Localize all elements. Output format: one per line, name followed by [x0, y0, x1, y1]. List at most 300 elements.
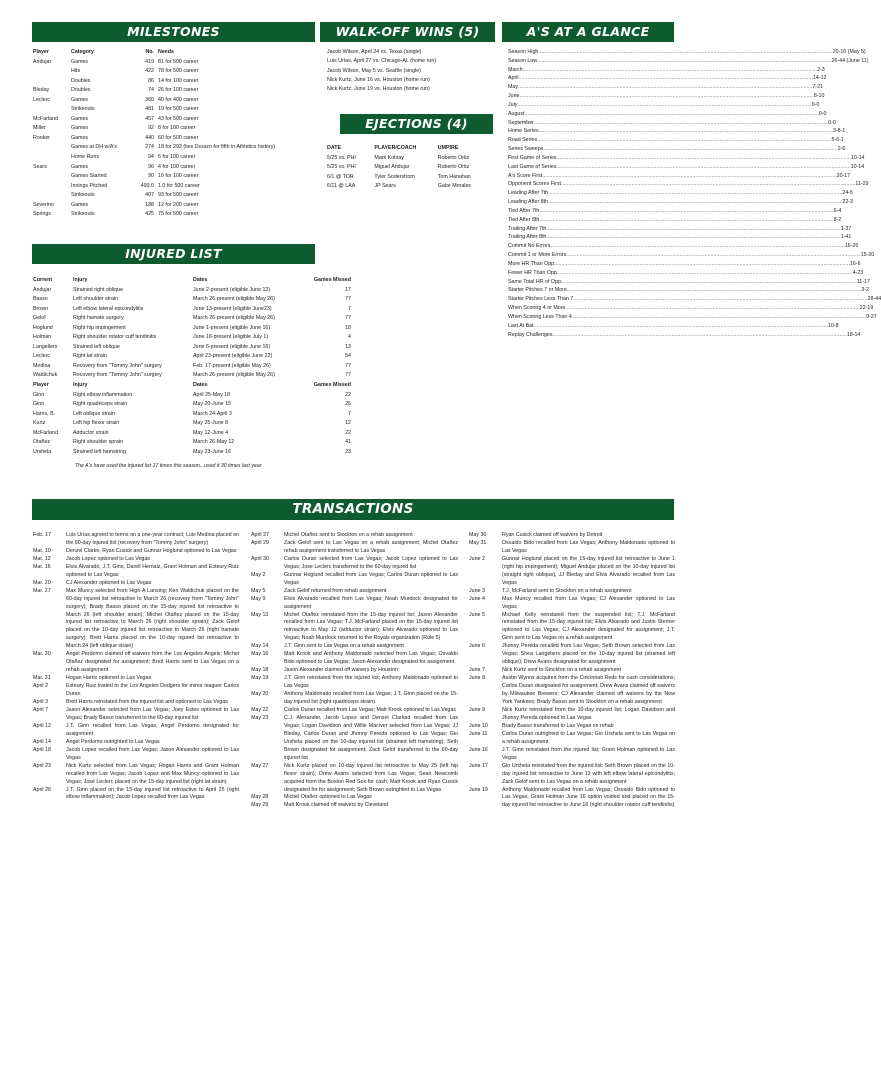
injured-past-row: [33, 400, 351, 410]
leader-dots: ........................................................................................................................................................................................................: [556, 163, 851, 170]
transaction-date: April 2: [33, 683, 49, 690]
milestones-cell: Games: [71, 96, 89, 103]
transaction-date: June 2: [469, 555, 485, 562]
transaction-text: Michel Otañez optioned to Las Vegas: [284, 794, 372, 801]
milestones-cell: [33, 77, 71, 87]
transaction-date: April 12: [33, 722, 51, 729]
transaction-text: Jason Alexander claimed off waivers by Houston: [284, 667, 398, 674]
transaction-entry: [33, 675, 239, 683]
glance-value: 0-0: [818, 110, 827, 117]
transaction-entry: [33, 588, 239, 652]
transaction-text: Matt Krook claimed off waivers by Cleveland: [284, 802, 389, 809]
glance-value: 28-44: [867, 296, 881, 303]
milestones-row: [33, 58, 318, 68]
transaction-entry: [469, 675, 675, 707]
injured-current-row: [33, 324, 351, 334]
transaction-date: June 4: [469, 595, 485, 602]
glance-label: Season Low: [508, 57, 538, 64]
glance-row: [508, 127, 846, 136]
transaction-date: April 7: [33, 706, 49, 713]
injured-cell: Right hamate surgery: [73, 315, 124, 322]
milestones-cell: Hits: [71, 68, 81, 75]
milestones-row: [33, 201, 318, 211]
glance-label: September: [508, 119, 534, 126]
transaction-entry: [251, 707, 458, 715]
glance-label: Trailing After 7th: [508, 225, 547, 232]
glance-row: [508, 154, 865, 163]
injured-cell: May 25-June 8: [193, 420, 229, 427]
injured-cell: Otañez: [33, 439, 51, 446]
transaction-date: April 27: [251, 532, 269, 538]
leader-dots: ........................................................................................................................................................................................................: [566, 287, 862, 294]
transaction-date: June 10: [469, 722, 488, 729]
milestones-cell: 40 for 400 career: [158, 96, 199, 103]
injured-cell: March 26-May 12: [193, 439, 235, 446]
injured-current-row: [33, 305, 351, 315]
glance-row: [508, 145, 846, 154]
transaction-entry: [469, 747, 675, 763]
milestones-banner: MILESTONES: [32, 22, 315, 42]
glance-row: [508, 101, 820, 110]
leader-dots: ........................................................................................................................................................................................................: [518, 75, 813, 82]
leader-dots: ........................................................................................................................................................................................................: [562, 278, 857, 285]
leader-dots: ........................................................................................................................................................................................................: [561, 181, 856, 188]
transaction-date: May 28: [251, 794, 269, 801]
transaction-text: Nick Kurtz reinstated from the 10-day injured list; Logan Davidson and Jhonny Pereda optioned to Las Vegas: [502, 706, 675, 721]
transaction-text: Denzel Clarke, Ryan Cusick and Gunnar Hoglund optioned to Las Vegas: [66, 547, 237, 554]
milestones-cell: Severino: [33, 201, 54, 208]
transaction-entry: [251, 532, 458, 540]
glance-value: 8-10: [813, 93, 825, 100]
transaction-entry: [33, 723, 239, 739]
milestones-cell: 12 for 200 career: [158, 201, 199, 208]
glance-value: 1-41: [840, 234, 852, 241]
injured-cell: Leclerc: [33, 353, 51, 360]
injured-cell: 41: [345, 439, 351, 446]
milestones-row: [33, 182, 318, 192]
transaction-text: Matt Krook and Anthony Maldonado selected from Las Vegas; Osvaldo Bido optioned to Las Vegas; Jason Alexander designated for assignment: [284, 651, 458, 666]
ejections-cell: 5/25 vs. PHI: [327, 154, 356, 161]
transaction-entry: [251, 651, 458, 667]
transaction-entry: [251, 572, 458, 588]
injured-current-row: [33, 362, 351, 372]
leader-dots: ........................................................................................................................................................................................................: [573, 296, 868, 303]
injured-cell: Langeliers: [33, 343, 58, 350]
injured-cell: 7: [348, 305, 351, 312]
glance-value: 11-29: [855, 181, 869, 188]
glance-row: [508, 48, 866, 57]
transaction-text: Michel Otañez reinstated from the 15-day injured list; Jason Alexander recalled from Las Vegas; T.J. McFarland placed on the 15-day injured list retroactive to May 12 (adductor strain); Elvis Alvarado optioned to Las Vegas; Noah Murdock returned to the Royals organization (Rule 5): [284, 611, 458, 642]
walkoff-list: [327, 48, 497, 94]
glance-label: Leading After 8th: [508, 199, 549, 206]
milestones-cell: Strikeouts: [71, 192, 95, 199]
glance-label: Home Series: [508, 128, 539, 135]
transaction-entry: [251, 540, 458, 556]
milestones-cell: 93 for 500 career: [158, 192, 199, 199]
glance-row: [508, 286, 869, 295]
glance-list: [508, 48, 881, 339]
milestones-cell: Springs: [33, 211, 51, 218]
glance-row: [508, 180, 869, 189]
transaction-date: April 26: [33, 786, 51, 793]
glance-value: 15-20: [860, 252, 875, 259]
milestones-cell: 4 for 100 career: [158, 163, 196, 170]
glance-value: 6-4: [833, 207, 842, 214]
injured-cell: 77: [345, 372, 351, 379]
glance-label: Season High: [508, 49, 539, 55]
leader-dots: ........................................................................................................................................................................................................: [537, 57, 832, 64]
transaction-text: C.J. Alexander, Jacob Lopez and Denzel Clarked recalled from Las Vegas; Logan Davidson and Willie Maciver selected from Las Vegas; JJ Bleday, Carlos Duran and Jhonny Pereda optioned to Las Vegas; Gio Urshela placed on the 10-day injured list (strained left hamstring); Seth Brown designated for assignment; Zack Gelof transferred to the 60-day injured list: [284, 714, 458, 761]
ejections-row: [327, 163, 497, 173]
milestones-cell: 274: [145, 144, 154, 151]
injured-cell: 77: [345, 315, 351, 322]
injured-cell: Left oblique strain: [73, 410, 115, 417]
transaction-entry: [251, 794, 458, 802]
ejections-cell: 6/11 @ LAA: [327, 183, 356, 189]
injured-cell: Kurtz: [33, 420, 46, 427]
injured-past-row: [33, 410, 351, 420]
milestones-cell: Games: [71, 58, 89, 65]
transaction-entry: [251, 596, 458, 612]
transaction-entry: [33, 532, 239, 548]
milestones-cell: Doubles: [71, 77, 91, 84]
transaction-entry: [251, 556, 458, 572]
leader-dots: ........................................................................................................................................................................................................: [552, 331, 847, 338]
transaction-entry: [251, 667, 458, 675]
injured-cell: Recovery from "Tommy John" surgery: [73, 362, 162, 369]
glance-row: [508, 74, 827, 83]
transaction-entry: [469, 612, 675, 644]
walkoff-banner: WALK-OFF WINS (5): [320, 22, 495, 42]
transaction-date: May 23: [251, 714, 269, 721]
leader-dots: ........................................................................................................................................................................................................: [555, 260, 850, 267]
milestones-cell: Miller: [33, 125, 46, 132]
transaction-text: Esteury Ruiz traded to the Los Angeles Dodgers for minor leaguer Carlos Duran: [66, 683, 239, 698]
milestones-cell: [33, 67, 71, 77]
transaction-entry: [33, 747, 239, 763]
injured-header-cell: Injury: [73, 382, 88, 389]
glance-row: [508, 242, 859, 251]
leader-dots: ........................................................................................................................................................................................................: [518, 84, 813, 91]
injured-past-row: [33, 448, 351, 458]
transaction-date: June 16: [469, 746, 488, 753]
transaction-text: J.T. Ginn sent to Las Vegas on a rehab assignment: [284, 643, 404, 650]
transaction-date: April 14: [33, 738, 51, 745]
injured-past-row: [33, 438, 351, 448]
glance-row: [508, 331, 861, 340]
injured-cell: Basso: [33, 296, 48, 303]
ejections-cell: Roberto Ortiz: [437, 164, 470, 170]
milestones-cell: [33, 143, 71, 153]
transaction-text: Anthony Maldonado recalled from Las Vegas; Osvaldo Bido optioned to Las Vegas, Grant Holman June 16 option voided and placed on the 15-day injured list retroactive to June 16 (right shoulder rotator cuff tendinitis): [502, 786, 675, 809]
glance-row: [508, 225, 852, 234]
milestones-cell: 419: [145, 58, 154, 65]
milestones-cell: Innings Pitched: [71, 182, 108, 189]
transaction-entry: [469, 787, 675, 811]
injured-cell: Andujar: [33, 286, 52, 293]
transaction-entry: [469, 763, 675, 787]
transaction-entry: [251, 691, 458, 707]
injured-cell: Right lat strain: [73, 353, 107, 360]
injured-cell: Strained left hamstring: [73, 448, 126, 455]
injured-header-cell: Dates: [193, 277, 208, 283]
leader-dots: ........................................................................................................................................................................................................: [558, 269, 853, 276]
injured-cell: Waldichuk: [33, 372, 58, 379]
transaction-date: June 7: [469, 667, 485, 674]
ejections-banner: EJECTIONS (4): [340, 114, 493, 134]
injured-banner: INJURED LIST: [32, 244, 315, 264]
glance-value: 26-44 (June 11): [831, 57, 869, 64]
glance-row: [508, 66, 825, 75]
transaction-date: April 29: [251, 539, 269, 546]
injured-cell: Adductor strain: [73, 429, 109, 436]
glance-label: Trailing After 8th: [508, 234, 547, 241]
transaction-entry: [469, 731, 675, 747]
ejections-row: [327, 173, 497, 183]
injured-cell: March 24-April 3: [193, 410, 232, 417]
leader-dots: ........................................................................................................................................................................................................: [543, 146, 838, 153]
milestones-cell: 1.0 for 500 career: [158, 182, 200, 189]
glance-value: 18-14: [846, 331, 861, 338]
milestones-cell: Strikeouts: [71, 211, 95, 218]
milestones-cell: 457: [145, 115, 154, 122]
injured-cell: June 6-present (eligible June 16): [193, 343, 271, 350]
milestones-cell: Games at DH w/A's: [71, 144, 118, 151]
transaction-entry: [251, 643, 458, 651]
glance-value: 10-14: [850, 163, 865, 170]
leader-dots: ........................................................................................................................................................................................................: [517, 101, 812, 108]
glance-row: [508, 269, 864, 278]
transaction-date: June 3: [469, 587, 485, 594]
injured-note: The A's have used the injured list 17 times this season...used it 30 times last year: [75, 463, 262, 470]
milestones-cell: 18 for 292 (ties Durazo for fifth in Athletics history): [158, 144, 276, 151]
injured-header-cell: Injury: [73, 277, 88, 283]
milestones-cell: Games Started: [71, 173, 107, 180]
transaction-text: Carlos Duran selected from Las Vegas; Jacob Lopez optioned to Las Vegas; Jose Leclerc transferred to the 60-day injured list: [284, 555, 458, 570]
leader-dots: ........................................................................................................................................................................................................: [571, 313, 867, 320]
ejections-row: [327, 154, 497, 164]
transaction-entry: [251, 802, 458, 810]
transaction-text: CJ Alexander optioned to Las Vegas: [66, 579, 152, 586]
leader-dots: ........................................................................................................................................................................................................: [542, 172, 837, 179]
milestones-row: [33, 86, 318, 96]
transaction-entry: [469, 707, 675, 723]
ejections-cell: 6/1 @ TOR: [327, 173, 354, 180]
glance-value: 10-8: [827, 322, 839, 329]
injured-current-row: [33, 295, 351, 305]
transaction-entry: [33, 699, 239, 707]
injured-cell: Left hip flexor strain: [73, 420, 120, 427]
glance-row: [508, 92, 825, 101]
milestones-row: [33, 96, 318, 106]
transaction-text: Michel Otañez sent to Stockton on a rehab assignment: [284, 532, 413, 538]
transaction-entry: [251, 588, 458, 596]
injured-header-cell: Player: [33, 382, 49, 389]
glance-value: 16-26: [844, 243, 859, 250]
injured-cell: March 26-present (eligible May 26): [193, 372, 275, 379]
transaction-text: Osvaldo Bido recalled from Las Vegas; Anthony Maldonado optioned to Las Vegas: [502, 539, 675, 554]
glance-label: When Scoring Less Than 4: [508, 313, 572, 320]
transactions-banner: TRANSACTIONS: [32, 499, 674, 520]
injured-current-row: [33, 314, 351, 324]
milestones-cell: 481: [145, 106, 154, 113]
injured-current-row: [33, 286, 351, 296]
walkoff-item: Jacob Wilson, May 5 vs. Seattle (single): [327, 67, 421, 74]
glance-row: [508, 207, 842, 216]
injured-cell: 7: [348, 410, 351, 417]
transactions-column-2: [251, 532, 458, 810]
transaction-date: April 18: [33, 746, 51, 753]
transaction-text: Michael Kelly reinstated from the suspended list; T.J. McFarland reinstated from the 15-day injured list; Elvis Alvarado and Justin Sterner optioned to Las Vegas; CJ Alexander designated for assignment; J.T. Ginn sent to Las Vegas on a rehab assignment: [502, 611, 675, 642]
transaction-date: May 31: [469, 539, 487, 546]
transaction-date: June 5: [469, 611, 485, 618]
glance-value: 20-16 (May 5): [832, 49, 866, 55]
injured-cell: Ginn: [33, 391, 45, 398]
milestones-cell: 90: [148, 173, 154, 180]
transaction-date: May 14: [251, 643, 269, 650]
transaction-text: Angel Perdomo outrighted to Las Vegas: [66, 738, 160, 745]
leader-dots: ........................................................................................................................................................................................................: [556, 154, 851, 161]
transaction-text: Zack Gelof sent to Las Vegas on a rehab assignment; Michel Otañez rehab assignment transferred to Las Vegas: [284, 539, 458, 554]
transaction-text: Elvis Alvarado recalled from Las Vegas; Noah Murdock designated for assignment: [284, 595, 458, 610]
injured-cell: Strained left oblique: [73, 343, 120, 350]
glance-label: First Game of Series: [508, 154, 557, 161]
injured-cell: 22: [345, 391, 351, 398]
milestones-cell: McFarland: [33, 115, 59, 122]
walkoff-item: Jacob Wilson, April 24 vs. Texas (single): [327, 49, 422, 55]
transaction-text: Max Muncy recalled from Las Vegas; CJ Alexander optioned to Las Vegas: [502, 595, 675, 610]
milestones-cell: Games: [71, 134, 89, 141]
transaction-entry: [469, 643, 675, 667]
injured-cell: 13: [345, 343, 351, 350]
injured-cell: 77: [345, 362, 351, 369]
injured-cell: Hoglund: [33, 324, 53, 331]
transaction-entry: [251, 675, 458, 691]
injured-past-row: [33, 391, 351, 401]
injured-cell: 4: [348, 334, 351, 341]
leader-dots: ........................................................................................................................................................................................................: [533, 322, 828, 329]
transaction-text: Nick Kurtz selected from Las Vegas; Hogan Harris and Grant Holman recalled from Las Vegas; Jacob Lopez and Max Muncy optioned to Las Vegas; José Leclerc placed on the 15-day injured list (right lat strain): [66, 762, 239, 785]
glance-row: [508, 198, 854, 207]
transaction-date: Feb. 17: [33, 532, 51, 538]
leader-dots: ........................................................................................................................................................................................................: [565, 305, 860, 312]
milestones-cell: 19 for 500 career: [158, 106, 199, 113]
injured-cell: Strained right oblique: [73, 286, 124, 293]
glance-label: Fewer HR Than Opp.: [508, 269, 559, 276]
milestones-cell: 78 for 500 career: [158, 68, 199, 75]
glance-label: Replay Challenges: [508, 331, 553, 338]
glance-label: Leading After 7th: [508, 190, 549, 197]
glance-value: 8-2: [833, 216, 842, 223]
transaction-entry: [469, 723, 675, 731]
glance-label: Series Sweeps: [508, 146, 544, 153]
milestones-cell: Sears: [33, 163, 47, 170]
glance-value: 10-14: [850, 154, 865, 161]
glance-row: [508, 57, 869, 66]
milestones-cell: 94: [148, 154, 154, 161]
glance-row: [508, 119, 836, 128]
injured-cell: Right elbow inflammation: [73, 391, 133, 398]
milestones-cell: Games: [71, 115, 89, 122]
leader-dots: ........................................................................................................................................................................................................: [546, 225, 841, 232]
glance-value: 22-19: [859, 305, 874, 312]
transaction-date: Mar. 30: [33, 651, 51, 658]
leader-dots: ........................................................................................................................................................................................................: [550, 243, 845, 250]
transaction-date: May 20: [251, 691, 269, 698]
milestones-cell: 360: [145, 96, 154, 103]
injured-current-row: [33, 371, 351, 381]
injured-header-cell: Games Missed: [313, 382, 351, 389]
milestones-cell: 8 for 100 career: [158, 125, 196, 132]
milestones-header-cell: Player: [33, 49, 49, 55]
glance-value: 22-3: [842, 199, 854, 206]
milestones-cell: Games: [71, 125, 89, 132]
milestones-cell: Leclerc: [33, 96, 51, 103]
injured-table: [33, 276, 351, 457]
glance-value: 20-17: [836, 172, 851, 179]
injured-cell: Right shoulder sprain: [73, 439, 124, 446]
glance-label: April: [508, 75, 519, 82]
milestones-cell: [33, 153, 71, 163]
glance-value: 11-17: [856, 278, 870, 285]
glance-row: [508, 260, 861, 269]
milestones-cell: 407: [145, 192, 154, 199]
glance-value: 2-6: [837, 146, 846, 153]
milestones-cell: 86: [148, 77, 154, 84]
ejections-table: [327, 144, 497, 192]
milestones-cell: 425: [145, 211, 154, 218]
glance-row: [508, 189, 854, 198]
milestones-cell: Games: [71, 163, 89, 170]
injured-cell: 22: [345, 429, 351, 436]
ejections-cell: Tyler Soderstrom: [374, 173, 415, 180]
milestones-cell: 74: [148, 87, 154, 94]
milestones-cell: Doubles: [71, 87, 91, 94]
glance-banner: A'S AT A GLANCE: [502, 22, 674, 42]
glance-row: [508, 304, 874, 313]
transaction-text: J.T. Ginn recalled from Las Vegas; Angel Perdomo designated for assignment: [66, 722, 239, 737]
transaction-text: J.T. Ginn reinstated from the injured list; Grant Holman optioned to Las Vegas: [502, 746, 675, 761]
glance-label: Commit 1 or More Errors: [508, 252, 567, 259]
milestones-cell: [33, 105, 71, 115]
leader-dots: ........................................................................................................................................................................................................: [533, 119, 829, 126]
glance-value: 4-23: [852, 269, 864, 276]
injured-cell: McFarland: [33, 429, 59, 436]
milestones-cell: Rooker: [33, 134, 51, 141]
glance-value: 3-2: [861, 287, 869, 294]
injured-cell: Ginn: [33, 401, 45, 408]
injured-header-cell: Dates: [193, 382, 208, 389]
glance-label: Tied After 8th: [508, 216, 540, 223]
transaction-entry: [33, 548, 239, 556]
ejections-cell: Gabe Morales: [437, 183, 472, 189]
milestones-row: [33, 67, 318, 77]
transaction-date: June 8: [469, 675, 485, 682]
transactions-column-1: [33, 532, 239, 802]
milestones-row: [33, 143, 318, 153]
glance-label: Road Series: [508, 137, 538, 144]
transaction-date: June 19: [469, 786, 488, 793]
transaction-entry: [33, 651, 239, 675]
walkoff-item: Luis Urías, April 27 vs. Chicago-AL (home run): [327, 58, 437, 65]
transaction-entry: [33, 564, 239, 580]
milestones-row: [33, 191, 318, 201]
leader-dots: ........................................................................................................................................................................................................: [546, 234, 841, 241]
glance-row: [508, 295, 881, 304]
transaction-text: Jacob Lopez recalled from Las Vegas; Jason Alexander optioned to Las Vegas: [66, 746, 239, 761]
leader-dots: ........................................................................................................................................................................................................: [519, 93, 814, 100]
milestones-cell: 81 for 500 career: [158, 58, 199, 65]
